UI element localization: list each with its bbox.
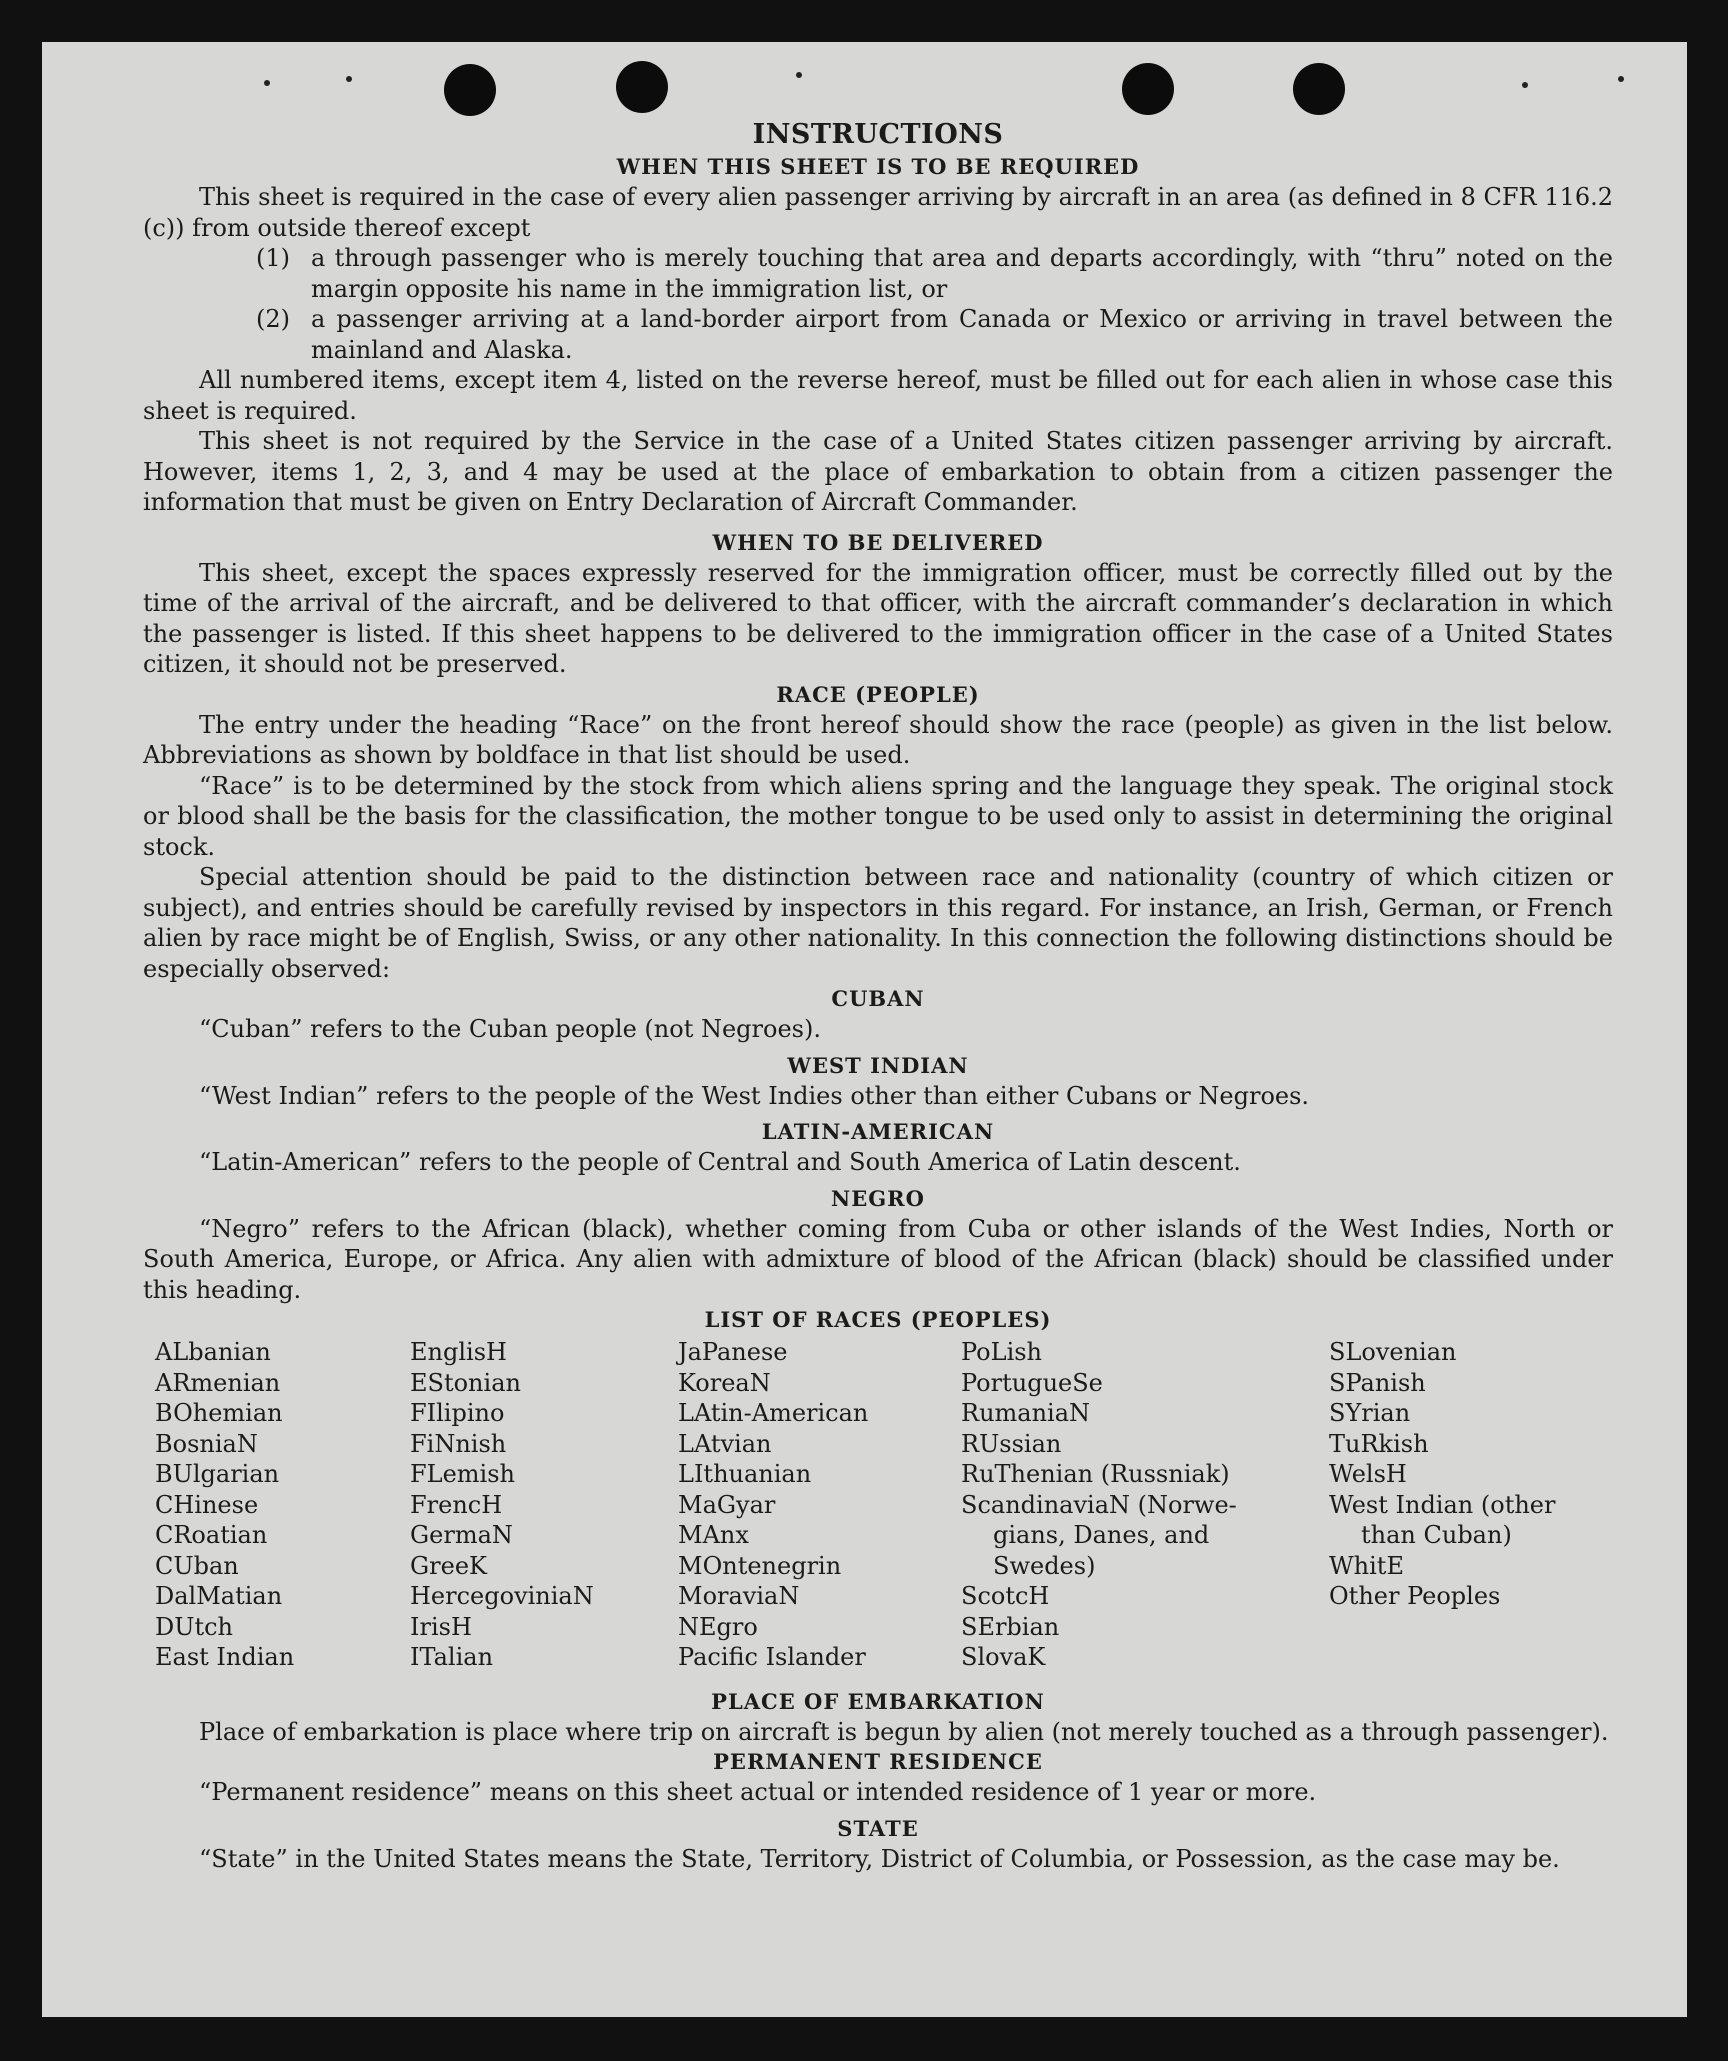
race-entry: HercegoviniaN xyxy=(410,1582,594,1610)
race-entry: NEgro xyxy=(678,1612,758,1641)
document-title: INSTRUCTIONS xyxy=(752,119,1004,150)
item-number: (2) xyxy=(256,305,290,333)
heading-race: RACE (PEOPLE) xyxy=(776,681,980,707)
races-column-3 xyxy=(678,1337,961,1673)
race-entry: RuThenian (Russniak) xyxy=(961,1460,1230,1488)
race-entry: MaGyar xyxy=(678,1490,776,1519)
race-entry: ALbanian xyxy=(155,1338,271,1366)
races-column-5 xyxy=(1329,1337,1619,1673)
race-entry: BosniaN xyxy=(155,1429,258,1458)
race-entry: WhitE xyxy=(1329,1551,1404,1580)
race-entry: FIlipino xyxy=(410,1399,505,1427)
race-entry: CHinese xyxy=(155,1490,259,1519)
race-entry-continuation: gians, Danes, and xyxy=(993,1521,1210,1549)
race-entry: SErbian xyxy=(961,1612,1060,1641)
race-entry: PoLish xyxy=(961,1338,1043,1366)
race-entry-continuation: Swedes) xyxy=(993,1551,1096,1580)
ink-speck xyxy=(1522,82,1528,88)
race-entry: EnglisH xyxy=(410,1338,507,1366)
race-entry: MoraviaN xyxy=(678,1582,800,1610)
document-page xyxy=(42,42,1687,2017)
race-entry: WelsH xyxy=(1329,1460,1407,1488)
race-entry: ScotcH xyxy=(961,1582,1050,1610)
citizen-paragraph: This sheet is not required by the Service in the case of a United States citizen passenger arriving by aircraft. However, items 1, 2, 3, and 4 may be used at the place of embarkation to obtain from a citizen passenger the information that must be given on Entry Declaration of Aircraft Commander. xyxy=(143,427,1613,516)
races-column-1 xyxy=(155,1337,410,1673)
ink-speck xyxy=(796,72,802,78)
race-entry-continuation: than Cuban) xyxy=(1361,1521,1512,1549)
heading-permanent-residence: PERMANENT RESIDENCE xyxy=(713,1749,1043,1774)
race-entry: SlovaK xyxy=(961,1643,1046,1671)
heading-list-of-races: LIST OF RACES (PEOPLES) xyxy=(704,1307,1052,1332)
race-entry: CUban xyxy=(155,1551,239,1580)
race-entry: BUlgarian xyxy=(155,1460,280,1488)
heading-negro: NEGRO xyxy=(831,1185,925,1211)
ink-speck xyxy=(346,76,352,82)
heading-place-of-embarkation: PLACE OF EMBARKATION xyxy=(711,1688,1045,1714)
race-entry: PortugueSe xyxy=(961,1368,1103,1397)
race-entry: LAtvian xyxy=(678,1429,772,1458)
race-entry: FrencH xyxy=(410,1490,503,1519)
punch-hole xyxy=(616,61,668,113)
race-paragraph-1: The entry under the heading “Race” on the front hereof should show the race (people) as given in the list below. Abbreviations as shown by boldface in that list should be used. xyxy=(143,710,1613,769)
race-entry: ITalian xyxy=(410,1643,494,1671)
race-entry: LIthuanian xyxy=(678,1460,812,1488)
race-entry: DUtch xyxy=(155,1612,234,1641)
races-list xyxy=(155,1337,1613,1673)
latin-american-definition: “Latin-American” refers to the people of Central and South America of Latin descent. xyxy=(199,1148,1241,1176)
race-entry: SYrian xyxy=(1329,1399,1411,1427)
race-entry: MAnx xyxy=(678,1521,749,1549)
races-column-4 xyxy=(961,1337,1329,1673)
ink-speck xyxy=(264,80,270,86)
embarkation-definition: Place of embarkation is place where trip on aircraft is begun by alien (not merely touched as a through passenger). xyxy=(199,1717,1609,1746)
race-entry: JaPanese xyxy=(678,1338,788,1366)
residence-definition: “Permanent residence” means on this sheet actual or intended residence of 1 year or more. xyxy=(199,1778,1317,1806)
race-entry: SLovenian xyxy=(1329,1338,1457,1366)
race-entry: SPanish xyxy=(1329,1368,1426,1397)
punch-hole xyxy=(444,64,496,116)
race-paragraph-3: Special attention should be paid to the distinction between race and nationality (country of which citizen or subject), and entries should be carefully revised by inspectors in this regard. For instance, an Irish, German, or French alien by race might be of English, Swiss, or any other nationality. In this connection the following distinctions should be especially observed: xyxy=(143,863,1613,983)
race-entry: FLemish xyxy=(410,1460,515,1488)
race-entry: GermaN xyxy=(410,1521,513,1549)
negro-definition: “Negro” refers to the African (black), whether coming from Cuba or other islands of the West Indies, North or South America, Europe, or Africa. Any alien with admixture of blood of the African (black) should be classified under this heading. xyxy=(143,1214,1613,1304)
race-entry: East Indian xyxy=(155,1643,295,1671)
exception-item-2 xyxy=(256,304,1613,365)
item-number: (1) xyxy=(256,244,290,272)
race-entry: CRoatian xyxy=(155,1521,268,1549)
race-entry: FiNnish xyxy=(410,1429,507,1458)
when-required-intro: This sheet is required in the case of every alien passenger arriving by aircraft in an area (as defined in 8 CFR 116.2 (c)) from outside thereof except xyxy=(143,183,1613,242)
heading-latin-american: LATIN-AMERICAN xyxy=(761,1119,995,1144)
delivered-paragraph: This sheet, except the spaces expressly reserved for the immigration officer, must be correctly filled out by the time of the arrival of the aircraft, and be delivered to that officer, with the aircraft commander’s declaration in which the passenger is listed. If this sheet happens to be delivered to the immigration officer in the case of a United States citizen, it should not be preserved. xyxy=(143,558,1613,678)
race-entry: IrisH xyxy=(410,1612,472,1641)
heading-cuban: CUBAN xyxy=(831,986,925,1011)
heading-when-required: WHEN THIS SHEET IS TO BE REQUIRED xyxy=(616,154,1140,179)
race-entry: EStonian xyxy=(410,1368,521,1397)
ink-speck xyxy=(1618,76,1624,82)
numbered-items-paragraph: All numbered items, except item 4, listed on the reverse hereof, must be filled out for each alien in whose case this sheet is required. xyxy=(143,366,1613,425)
item-text: a passenger arriving at a land-border airport from Canada or Mexico or arriving in travel between the mainland and Alaska. xyxy=(311,305,1613,364)
west-indian-definition: “West Indian” refers to the people of the West Indies other than either Cubans or Negroes. xyxy=(199,1081,1310,1110)
race-entry: DalMatian xyxy=(155,1582,283,1610)
cuban-definition: “Cuban” refers to the Cuban people (not Negroes). xyxy=(199,1015,821,1043)
instructions-content xyxy=(143,118,1613,1874)
heading-state: STATE xyxy=(837,1815,919,1841)
race-entry: BOhemian xyxy=(155,1399,283,1427)
race-entry: GreeK xyxy=(410,1551,487,1580)
race-entry: RumaniaN xyxy=(961,1399,1091,1427)
race-entry: TuRkish xyxy=(1329,1429,1429,1458)
race-entry: MOntenegrin xyxy=(678,1551,842,1580)
races-column-2 xyxy=(410,1337,678,1673)
race-entry: Other Peoples xyxy=(1329,1582,1501,1610)
state-definition: “State” in the United States means the State, Territory, District of Columbia, or Possession, as the case may be. xyxy=(199,1844,1560,1873)
race-entry: ScandinaviaN (Norwe- xyxy=(961,1490,1237,1519)
race-entry: Pacific Islander xyxy=(678,1643,866,1671)
item-text: a through passenger who is merely touching that area and departs accordingly, with “thru” noted on the margin opposite his name in the immigration list, or xyxy=(311,244,1613,303)
race-entry: ARmenian xyxy=(155,1368,281,1397)
punch-hole xyxy=(1293,63,1345,115)
race-entry: West Indian (other xyxy=(1329,1490,1556,1519)
heading-when-delivered: WHEN TO BE DELIVERED xyxy=(712,529,1044,555)
exception-item-1 xyxy=(256,243,1613,304)
heading-west-indian: WEST INDIAN xyxy=(787,1052,969,1078)
race-entry: RUssian xyxy=(961,1429,1062,1458)
race-entry: LAtin-American xyxy=(678,1399,869,1427)
race-entry: KoreaN xyxy=(678,1368,771,1397)
punch-hole xyxy=(1122,63,1174,115)
race-paragraph-2: “Race” is to be determined by the stock from which aliens spring and the language they speak. The original stock or blood shall be the basis for the classification, the mother tongue to be used only to assist in determining the original stock. xyxy=(143,771,1613,861)
